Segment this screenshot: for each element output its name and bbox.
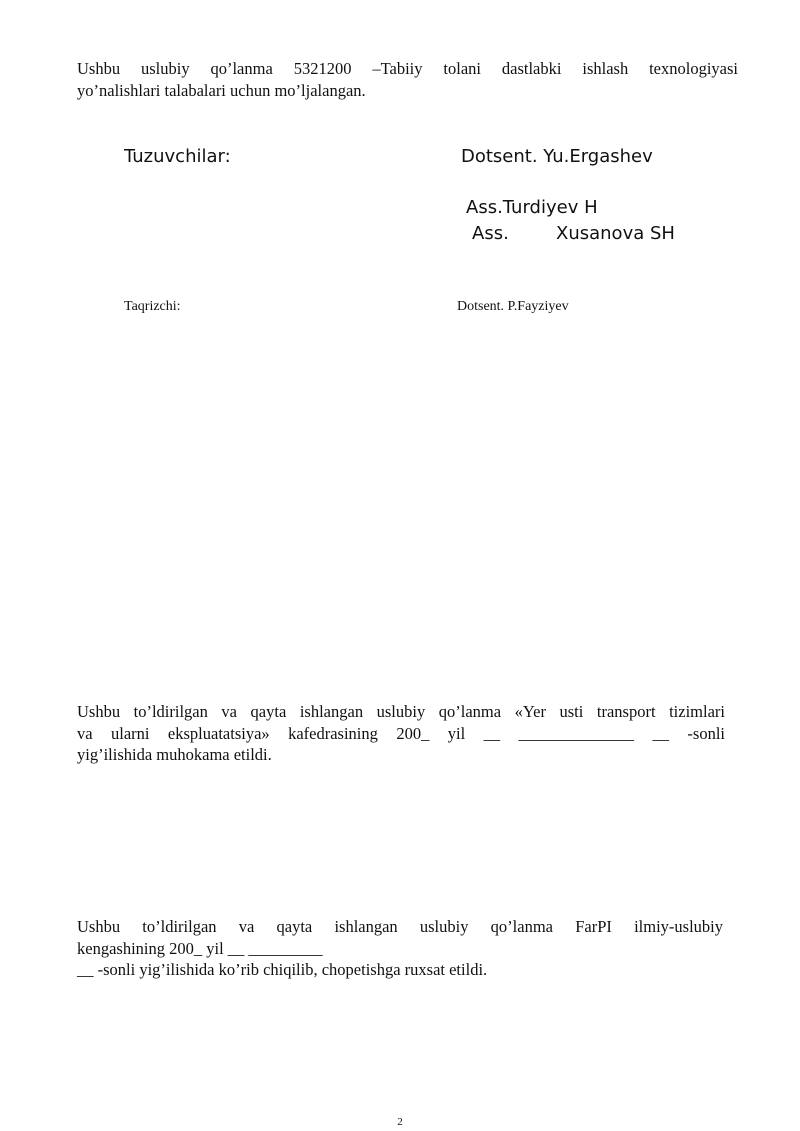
approval-paragraph bbox=[77, 916, 723, 981]
approval-line-3: __ -sonli yig’ilishida ko’rib chiqilib, chopetishga ruxsat etildi. bbox=[77, 960, 488, 979]
page-number: 2 bbox=[397, 1116, 403, 1128]
intro-line-1: Ushbu uslubiy qo’lanma 5321200 –Tabiiy tolani dastlabki ishlash texnologiyasi bbox=[77, 59, 738, 78]
intro-paragraph bbox=[77, 58, 738, 101]
authors-label: Tuzuvchilar: bbox=[124, 146, 231, 167]
author-name-2: Ass.Turdiyev H bbox=[466, 197, 598, 218]
approval-line-2: kengashining 200_ yil __ _________ bbox=[77, 938, 323, 958]
author-name-1: Dotsent. Yu.Ergashev bbox=[461, 146, 653, 167]
author-name-3-prefix: Ass. bbox=[472, 223, 509, 244]
discussion-line-3: yig’ilishida muhokama etildi. bbox=[77, 745, 272, 764]
approval-line-1: Ushbu to’ldirilgan va qayta ishlangan uslubiy qo’lanma FarPI ilmiy-uslubiy bbox=[77, 917, 723, 936]
author-name-3: Xusanova SH bbox=[556, 223, 675, 244]
discussion-line-2: va ularni ekspluatatsiya» kafedrasining 200_ yil __ ______________ __ -sonli bbox=[77, 723, 725, 743]
discussion-paragraph bbox=[77, 701, 725, 766]
reviewer-name: Dotsent. P.Fayziyev bbox=[457, 299, 569, 314]
reviewer-label: Taqrizchi: bbox=[124, 299, 181, 314]
intro-line-2: yo’nalishlari talabalari uchun mo’ljalangan. bbox=[77, 80, 366, 100]
discussion-line-1: Ushbu to’ldirilgan va qayta ishlangan uslubiy qo’lanma «Yer usti transport tizimlari bbox=[77, 702, 725, 721]
